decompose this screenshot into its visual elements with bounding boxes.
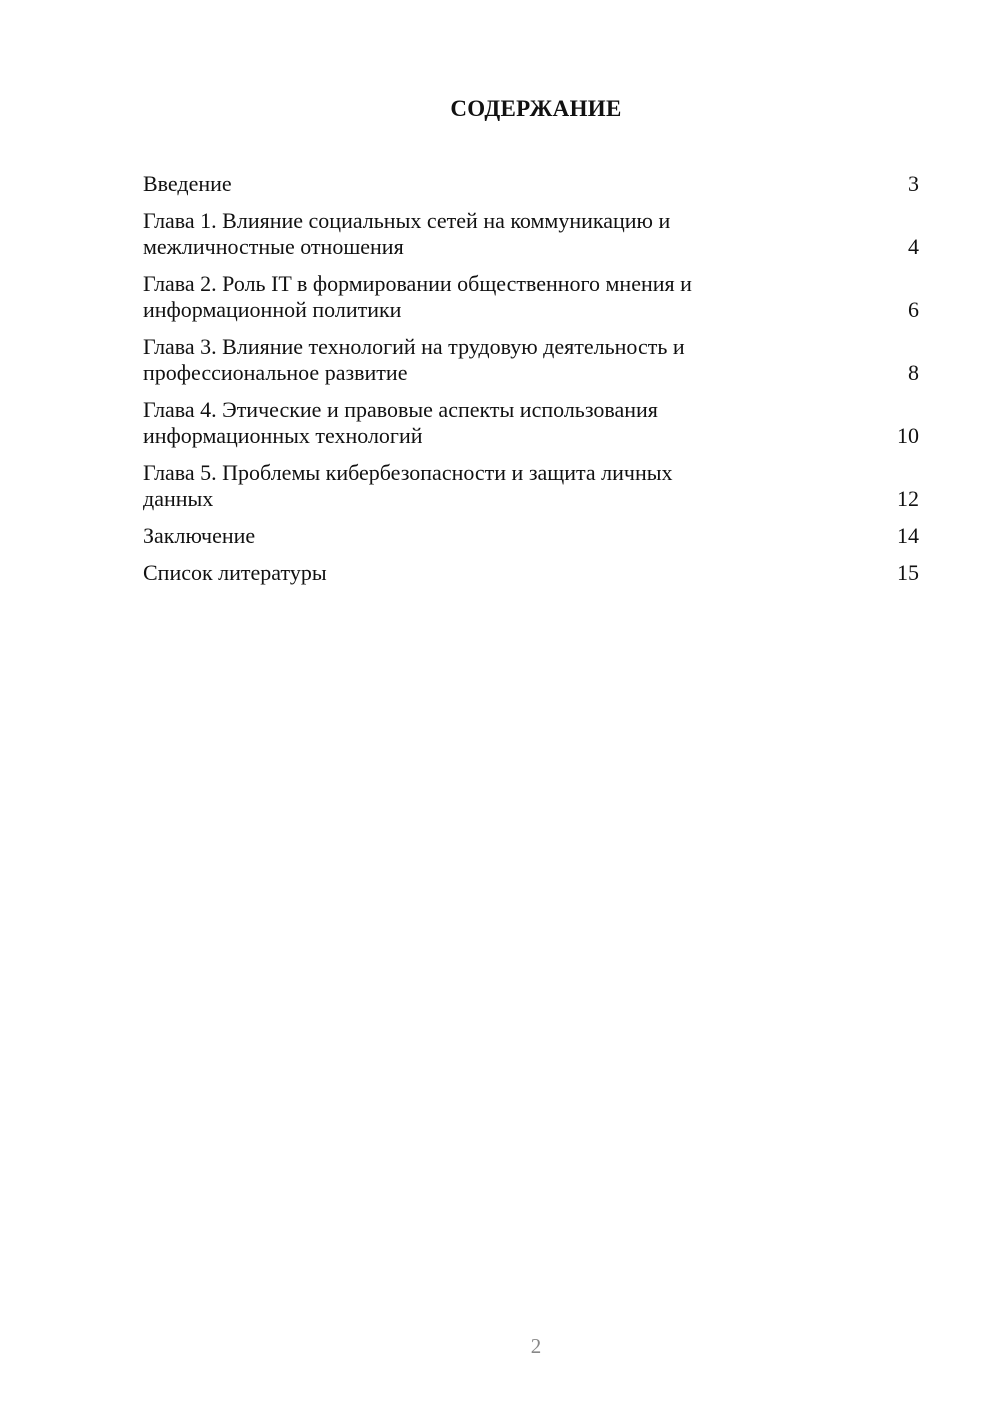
toc-entry-title: Глава 1. Влияние социальных сетей на коммуникацию и межличностные отношения (143, 208, 671, 259)
toc-entry-title: Глава 5. Проблемы кибербезопасности и защита личных данных (143, 460, 673, 511)
toc-entry-introduction (143, 171, 919, 197)
toc-entry-title: Глава 4. Этические и правовые аспекты использования информационных технологий (143, 397, 658, 448)
toc-entry-title: Глава 2. Роль IT в формировании общественного мнения и информационной политики (143, 271, 692, 322)
toc-entry-references (143, 560, 919, 586)
toc-entry-page: 15 (897, 560, 919, 585)
toc-entry-chapter-2 (143, 271, 919, 323)
toc-entry-page: 12 (897, 486, 919, 511)
toc-entry-chapter-1 (143, 208, 919, 260)
toc-entry-page: 6 (908, 297, 919, 322)
toc-entry-page: 8 (908, 360, 919, 385)
toc-entry-title: Заключение (143, 523, 256, 548)
toc-entry-page: 3 (908, 171, 919, 196)
toc-entry-chapter-5 (143, 460, 919, 512)
toc-entry-title: Список литературы (143, 560, 327, 585)
toc-entry-page: 14 (897, 523, 919, 548)
toc-entry-page: 10 (897, 423, 919, 448)
toc-entry-chapter-3 (143, 334, 919, 386)
toc-entry-title: Глава 3. Влияние технологий на трудовую деятельность и профессиональное развитие (143, 334, 685, 385)
toc-entry-chapter-4 (143, 397, 919, 449)
toc-entry-page: 4 (908, 234, 919, 259)
toc-entry-conclusion (143, 523, 919, 549)
table-of-contents (143, 171, 919, 597)
page-number: 2 (530, 1334, 542, 1358)
page-title: СОДЕРЖАНИЕ (450, 96, 622, 121)
toc-entry-title: Введение (143, 171, 232, 196)
